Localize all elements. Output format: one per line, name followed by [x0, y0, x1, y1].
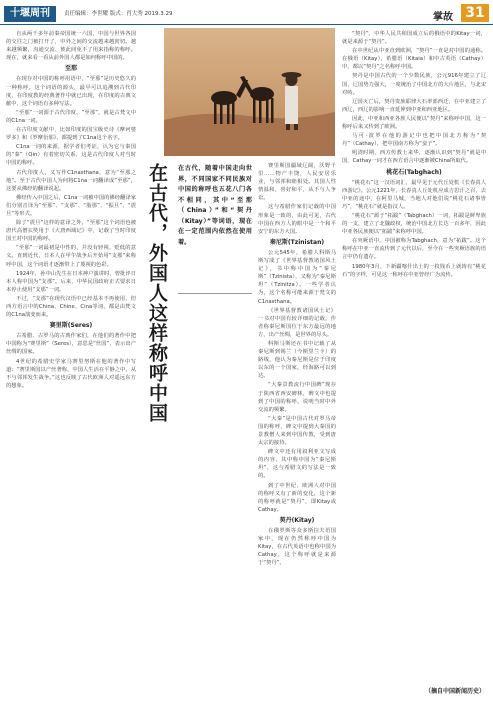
paragraph: C1na一词的来源，据学者们考证，认为它与秦国的“秦”（Qin）有着密切关系，这是古代印度人对当时中国的称呼。 [6, 144, 136, 167]
article-column-1 [6, 30, 136, 391]
lead-divider [178, 293, 252, 294]
page-header [0, 0, 493, 24]
paragraph: 4世纪的希腊史学家马赛里努斯在他的著作中写道：“赛里斯国以产丝著称，中国人生活在平静之中，从不与邻邦发生战争。”这也反映了古代欧洲人对遥远东方的想象。 [6, 358, 136, 389]
paragraph: 在现存对中国的称呼用语中，“至那”是历史悠久的一种称呼。这个词语的源头，最早可以追溯到古代印度，在印度教的经典著作中就已出现，在印度的古典文献中，这个词语有多种写法。 [6, 76, 136, 107]
paragraph: 佛经传入中国之后，C1na一词被中国的佛经翻译家们分别音译为“至那”、“支那”、“脂那”、“振旦”、“震旦”等形式。 [6, 194, 136, 217]
paragraph: “大秦景教流行中国碑”现存于陕西省西安碑林，碑文中也提到了中国的称呼，说明当时中外交流的频繁。 [258, 382, 336, 413]
paragraph: “至那”一词源于古代印度，“至那”，就是古梵文中的C1na一词。 [6, 109, 136, 124]
paragraph: 赛里斯国疆域辽阔，沃野千里……物产丰饶，人民安居乐业，与邻邦和睦相处。其国人性情温和，喜好和平，从不与人争讼。 [258, 163, 336, 202]
paragraph: 不过，“支那”在现代汉语中已经基本不再使用，但西方语言中的China、Chine、Cina等词，都是由梵文的C1na演变而来。 [6, 295, 136, 319]
paragraph: 辽国灭亡后，契丹贵族耶律大石率部西迁，在中亚建立了西辽，西辽的影响一直延伸到中亚和西亚地区。 [342, 98, 486, 113]
paragraph: “桃花石”源于“拓跋”（Tabghach）一词，拓跋是鲜卑族的一支，建立了北魏政权，统治中国北方长达一百多年，因此中亚各民族便以“拓跋”来称呼中国。 [342, 212, 486, 236]
subheading: 桃花石(Tabghach) [386, 168, 442, 176]
paragraph: “大秦”是中国古代对罗马帝国的称呼，碑文中提到大秦国的景教僧人来到中国传教，受到唐太宗的接待。 [258, 415, 336, 447]
paragraph: “至那”一词最初是中性的，并没有轻视、贬低的意义。直到近代，日本人在甲午战争后开始用“支那”来称呼中国，这个词语才逐渐带上了蔑视的色彩。 [6, 245, 136, 268]
paragraph: 古希腊、古罗马的古典作家们，在他们的著作中把中国称为“赛里斯”（Seres），意思是“丝国”，表示出产丝绸的国家。 [6, 333, 136, 356]
page-number: 31 [461, 4, 489, 22]
paragraph: 在中世纪从中亚直到欧洲，“契丹”一直是对中国的通称。在俄语（Kitay）、希腊语（Kitaia）和中古英语（Cathay）中，都以“契丹”之名称呼中国。 [342, 48, 486, 71]
paragraph: 科斯马斯还在书中记载了从秦尼斯到锡兰（今斯里兰卡）的路线，他认为秦尼斯是位于印度以东的一个国家，经海路可以到达。 [258, 340, 336, 380]
paragraph: 《世界基督教诸国风土记》一书对中国有较详细的记载，作者称秦尼斯国位于东方最远的地方，出产丝绸，是世界的尽头。 [258, 307, 336, 338]
paragraph: 1924年，孙中山先生在日本神户演讲时，曾批评日本人称中国为“支那”。后来，中华民国政府正式要求日本停止使用“支那”一词。 [6, 270, 136, 293]
paragraph: 这与希腊作家们记载的中国形象是一致的，由此可见，古代中国在西方人的眼中是一个和平安宁的东方大国。 [258, 204, 336, 235]
subheading: 至那 [64, 65, 77, 73]
article-column-3 [258, 162, 336, 569]
paragraph: “桃花石”这一汉语词汇，最早见于元代丘处机《长春真人西游记》。公元1221年，长春真人丘处机应成吉思汗之召，去中亚的途中，在阿里马城，当地人对他们说“桃花石诸事皆巧”，“桃花石”就是指汉人。 [342, 179, 486, 210]
header-rule [0, 24, 493, 25]
editor-credits: 责任编辑：李世耀 版式：肖大秀 2019.3.29 [64, 11, 173, 17]
paragraph: 到了中世纪，欧洲人对中国的称呼又有了新的变化，这个新的称呼就是“契丹”，即Kitay或Cathay。 [258, 482, 336, 513]
paragraph: 明清时期，西方传教士来华，逐渐认识到“契丹”就是中国，Cathay一词才在西方语言中逐渐被China所取代。 [342, 150, 486, 165]
paragraph: 在古印度文献中，比如印度的国宝级史诗《摩诃婆罗多》和《罗摩衍那》，都提到了C1na这个名字。 [6, 127, 136, 142]
paragraph: 碑文中还有用叙利亚文写成的内容，其中称中国为“秦尼斯坦”，这与希腊文的写法是一致的。 [258, 449, 336, 480]
paragraph: “契丹”，中华人民共和国成立后的俄语中的Kitay一词，就是来源于“契丹”。 [342, 31, 486, 46]
paragraph: 在突厥语中，中国被称为Tabghach，意为“拓跋”。这个称呼在中亚一直流传到了元代以后，至今在一些突厥语族的语言中仍有遗存。 [342, 238, 486, 261]
paragraph: 公元545年，希腊人科斯马斯写成了《世界基督教诸国风土记》，书中称中国为“秦尼斯”（Tzinista），又称为“秦尼斯坦”（Tzinitza）。一些学者认为，这个名称可能来源于梵文的C1nasthana。 [258, 249, 336, 305]
paragraph: 古代印度人，又写作C1nasthana，意为“至那之地”。至于古代中国人为何将C1na一词翻译成“至那”，这要从佛经的翻译说起。 [6, 169, 136, 192]
paragraph: 自从两千多年前秦帝国统一六国，中国与世界各国的交往之门被打开了，中外之间的交流越来越密切。越来越频繁，沟通交流、彼此间免不了用来指称的称呼。现在，就来看一看从前外国人都是如何称呼中国的。 [6, 31, 136, 62]
paragraph: 因此，中亚和西亚各族人民便以“契丹”来称呼中国，这一称呼后来又传到了欧洲。 [342, 115, 486, 131]
article-title: 在古代，外国人这样称呼中国 [146, 163, 168, 423]
section-title: 掌故 [433, 12, 453, 23]
paragraph: 马可·波罗在他的游记中也把中国北方称为“契丹”（Cathay），把中国南方称为“蛮子”。 [342, 133, 486, 148]
paragraph: 契丹是中国古代的一个少数民族，公元916年建立了辽国，辽国势力强大，一度统治了中国北方的大片地区，与北宋对峙。 [342, 73, 486, 96]
article-lead: 在古代，随着中国走向世界，不同国家不同民族对中国的称呼也五花八门各不相同，其中“至那（China）”和“契丹（Kitay）”等词语，现在在一定范围内依然在使用着。 [178, 165, 252, 246]
newspaper-brand: 十堰周刊 [4, 6, 56, 22]
desert-camel-photo [164, 28, 335, 156]
source-credit: （摘自中国新闻历史） [424, 688, 485, 695]
subheading: 赛里斯(Seres) [49, 322, 93, 330]
subheading: 秦尼斯(Tzinistan) [269, 238, 325, 246]
article-column-4 [342, 30, 486, 280]
subheading: 契丹(Kitay) [279, 516, 315, 524]
paragraph: 1980年3月，下新疆喀什出土的一枚钱币上就铸有“桃花石”的字样，可见这一称呼在中亚曾经广为流传。 [342, 263, 486, 278]
paragraph: 在俄罗斯等众多斯拉夫语国家中，现在仍然称呼中国为Kitay，在古代英语中也称中国为Cathay，这个称呼就是来源于“契丹”。 [258, 528, 336, 567]
paragraph: 除了“震旦”这样的意译之外，“至那”这个词语也被唐代高僧玄奘用于《大唐西域记》中，记载了当时印度国王对中国的称呼。 [6, 220, 136, 243]
